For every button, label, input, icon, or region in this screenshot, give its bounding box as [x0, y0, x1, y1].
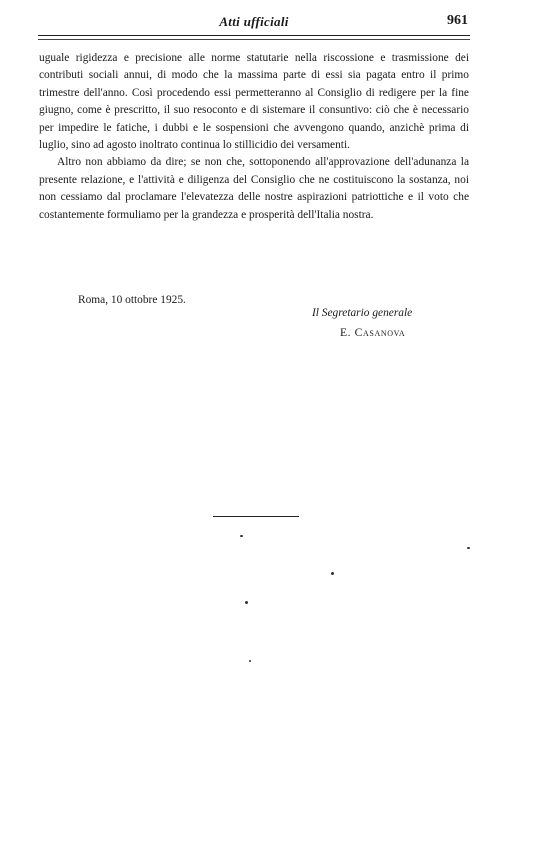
print-speck	[249, 660, 251, 662]
signatory-name: E. Casanova	[340, 326, 406, 339]
print-speck	[331, 572, 334, 575]
print-speck	[240, 535, 243, 537]
header-rule-thin	[38, 39, 470, 40]
print-speck	[245, 601, 248, 604]
print-speck	[467, 547, 470, 549]
running-title: Atti ufficiali	[219, 14, 289, 29]
running-head	[38, 12, 470, 34]
signatory-role: Il Segretario generale	[312, 307, 413, 319]
page-number: 961	[447, 13, 468, 28]
body-text	[39, 50, 469, 224]
paragraph-2: Altro non abbiamo da dire; se non che, sottoponendo all'approvazione dell'adunanza la presente relazione, e l'attività e diligenza del Consiglio che ne costituiscono la sostanza, noi non cessiamo dal proclamare l'elevatezza delle nostre aspirazioni patriottiche e il voto che costantemente formuliamo per la grandezza e prosperità dell'Italia nostra.	[39, 156, 469, 221]
paragraph-1: uguale rigidezza e precisione alle norme statutarie nella riscossione e trasmissione dei contributi sociali annui, di modo che la massima parte di essi sia pagata entro il primo trimestre dell'anno. Così procedendo essi permetteranno al Consiglio di redigere per la fine giugno, come è prescritto, il suo resoconto e di sistemare il consuntivo: ciò che è necessario per impedire le fatiche, i dubbi e le sospensioni che avvengono quando, anzichè prima di luglio, sino ad agosto inoltrato continua lo stillicidio dei versamenti.	[39, 52, 469, 152]
end-rule	[213, 516, 299, 517]
header-rule	[38, 35, 470, 36]
date-line: Roma, 10 ottobre 1925.	[78, 294, 186, 306]
